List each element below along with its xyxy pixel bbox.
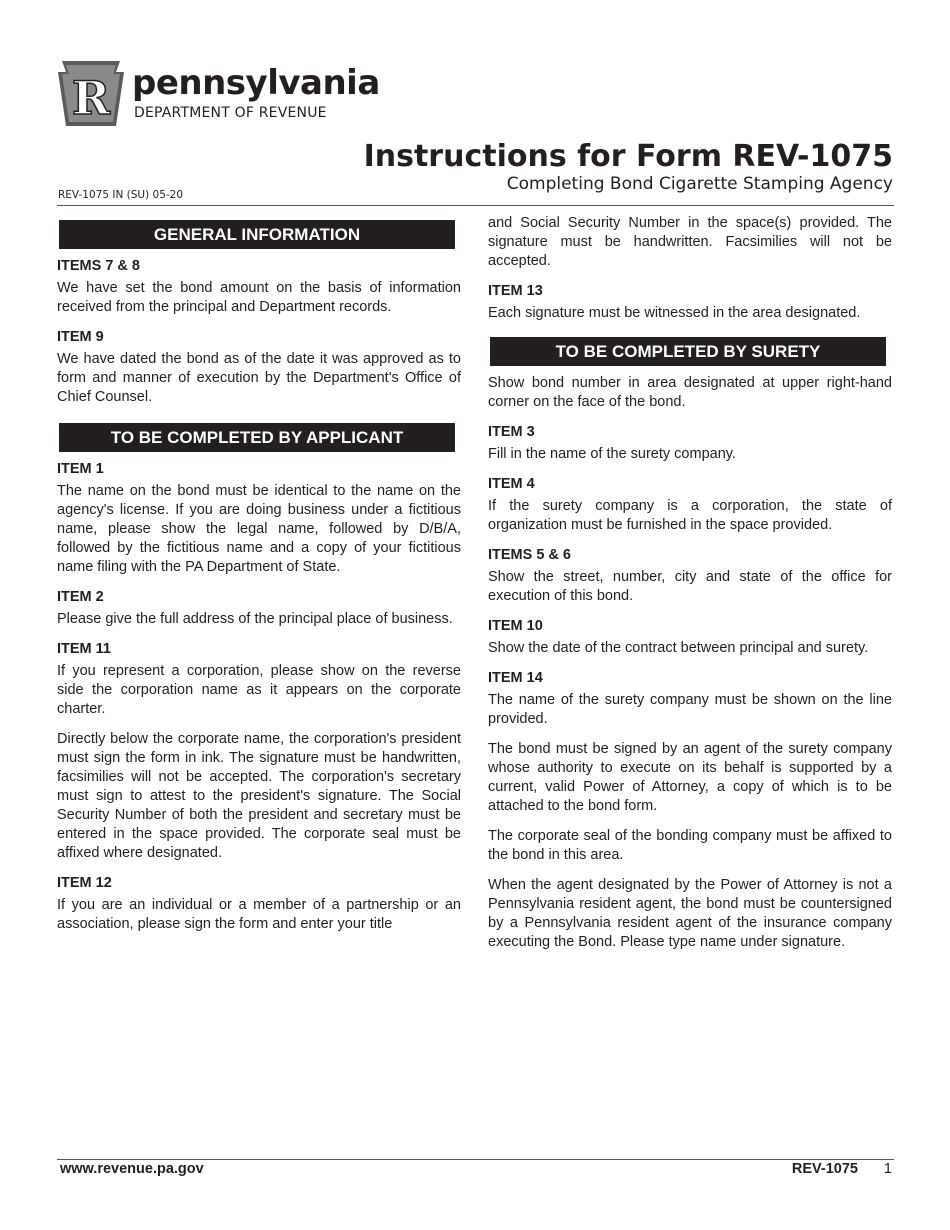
item-4-heading: ITEM 4 xyxy=(488,476,535,492)
items-7-8-heading: ITEMS 7 & 8 xyxy=(57,258,140,274)
applicant-bar: TO BE COMPLETED BY APPLICANT xyxy=(59,423,455,452)
item-9-heading: ITEM 9 xyxy=(57,329,104,345)
item-12-text: If you are an individual or a member of a partnership or an association, please sign the form and enter your title xyxy=(57,897,461,932)
header-divider xyxy=(57,205,894,206)
item-12-heading: ITEM 12 xyxy=(57,875,112,891)
item-11-heading: ITEM 11 xyxy=(57,641,111,657)
item-14-text-4: When the agent designated by the Power of Attorney is not a Pennsylvania resident agent, the bond must be countersigned by a Pennsylvania resident agent of the insurance company executing the Bond. Please type name under signature. xyxy=(488,877,892,950)
pa-revenue-logo xyxy=(56,58,380,130)
footer-form-number: REV-1075 xyxy=(791,1161,858,1177)
surety-intro-text: Show bond number in area designated at upper right-hand corner on the face of the bond. xyxy=(488,375,892,410)
item-2-text: Please give the full address of the principal place of business. xyxy=(57,611,453,627)
page-title: Instructions for Form REV-1075 xyxy=(363,139,893,174)
item-14-text-1: The name of the surety company must be shown on the line provided. xyxy=(488,692,892,727)
item-14-text-3: The corporate seal of the bonding company must be affixed to the bond in this area. xyxy=(488,828,892,863)
keystone-icon xyxy=(56,58,126,128)
item-11-text-1: If you represent a corporation, please show on the reverse side the corporation name as it appears on the corporate charter. xyxy=(57,663,461,717)
item-10-heading: ITEM 10 xyxy=(488,618,543,634)
item-3-text: Fill in the name of the surety company. xyxy=(488,446,736,462)
item-13-text: Each signature must be witnessed in the area designated. xyxy=(488,305,861,321)
logo-wordmark: pennsylvania xyxy=(132,63,380,103)
footer-divider xyxy=(57,1159,894,1160)
item-9-text: We have dated the bond as of the date it was approved as to form and manner of execution by the Department's Office of Chief Counsel. xyxy=(57,351,461,405)
items-5-6-heading: ITEMS 5 & 6 xyxy=(488,547,571,563)
item-11-text-2: Directly below the corporate name, the corporation's president must sign the form in ink. The signature must be handwritten, facsimilies will not be accepted. The corporation's secretary must sign to attest to the president's signature. The Social Security Number of both the president and secretary must be entered in the space provided. The corporate seal must be affixed where designated. xyxy=(57,731,461,861)
item-1-text: The name on the bond must be identical to the name on the agency's license. If you are doing business under a fictitious name, please show the legal name, followed by D/B/A, followed by the fictitious name and a copy of your fictitious name filing with the PA Department of State. xyxy=(57,483,461,575)
left-column xyxy=(57,214,461,945)
item-4-text: If the surety company is a corporation, the state of organization must be furnished in the space provided. xyxy=(488,498,892,533)
item-2-heading: ITEM 2 xyxy=(57,589,104,605)
item-12-continued-text: and Social Security Number in the space(s) provided. The signature must be handwritten. Facsimilies will not be accepted. xyxy=(488,215,892,269)
right-column xyxy=(488,214,892,963)
item-3-heading: ITEM 3 xyxy=(488,424,535,440)
item-14-heading: ITEM 14 xyxy=(488,670,543,686)
page-subtitle: Completing Bond Cigarette Stamping Agency xyxy=(506,174,893,194)
logo-department: DEPARTMENT OF REVENUE xyxy=(134,105,327,121)
general-information-bar: GENERAL INFORMATION xyxy=(59,220,455,249)
logo-letter: R xyxy=(71,71,111,125)
footer-website-link[interactable]: www.revenue.pa.gov xyxy=(60,1161,204,1177)
form-code: REV-1075 IN (SU) 05-20 xyxy=(58,189,184,201)
item-13-heading: ITEM 13 xyxy=(488,283,543,299)
page-number: 1 xyxy=(883,1161,892,1177)
item-1-heading: ITEM 1 xyxy=(57,461,104,477)
item-14-text-2: The bond must be signed by an agent of the surety company whose authority to execute on its behalf is supported by a current, valid Power of Attorney, a copy of which is to be attached to the bond form. xyxy=(488,741,892,814)
items-5-6-text: Show the street, number, city and state of the office for execution of this bond. xyxy=(488,569,892,604)
item-10-text: Show the date of the contract between principal and surety. xyxy=(488,640,869,656)
surety-bar: TO BE COMPLETED BY SURETY xyxy=(490,337,886,366)
items-7-8-text: We have set the bond amount on the basis of information received from the principal and Department records. xyxy=(57,280,461,315)
